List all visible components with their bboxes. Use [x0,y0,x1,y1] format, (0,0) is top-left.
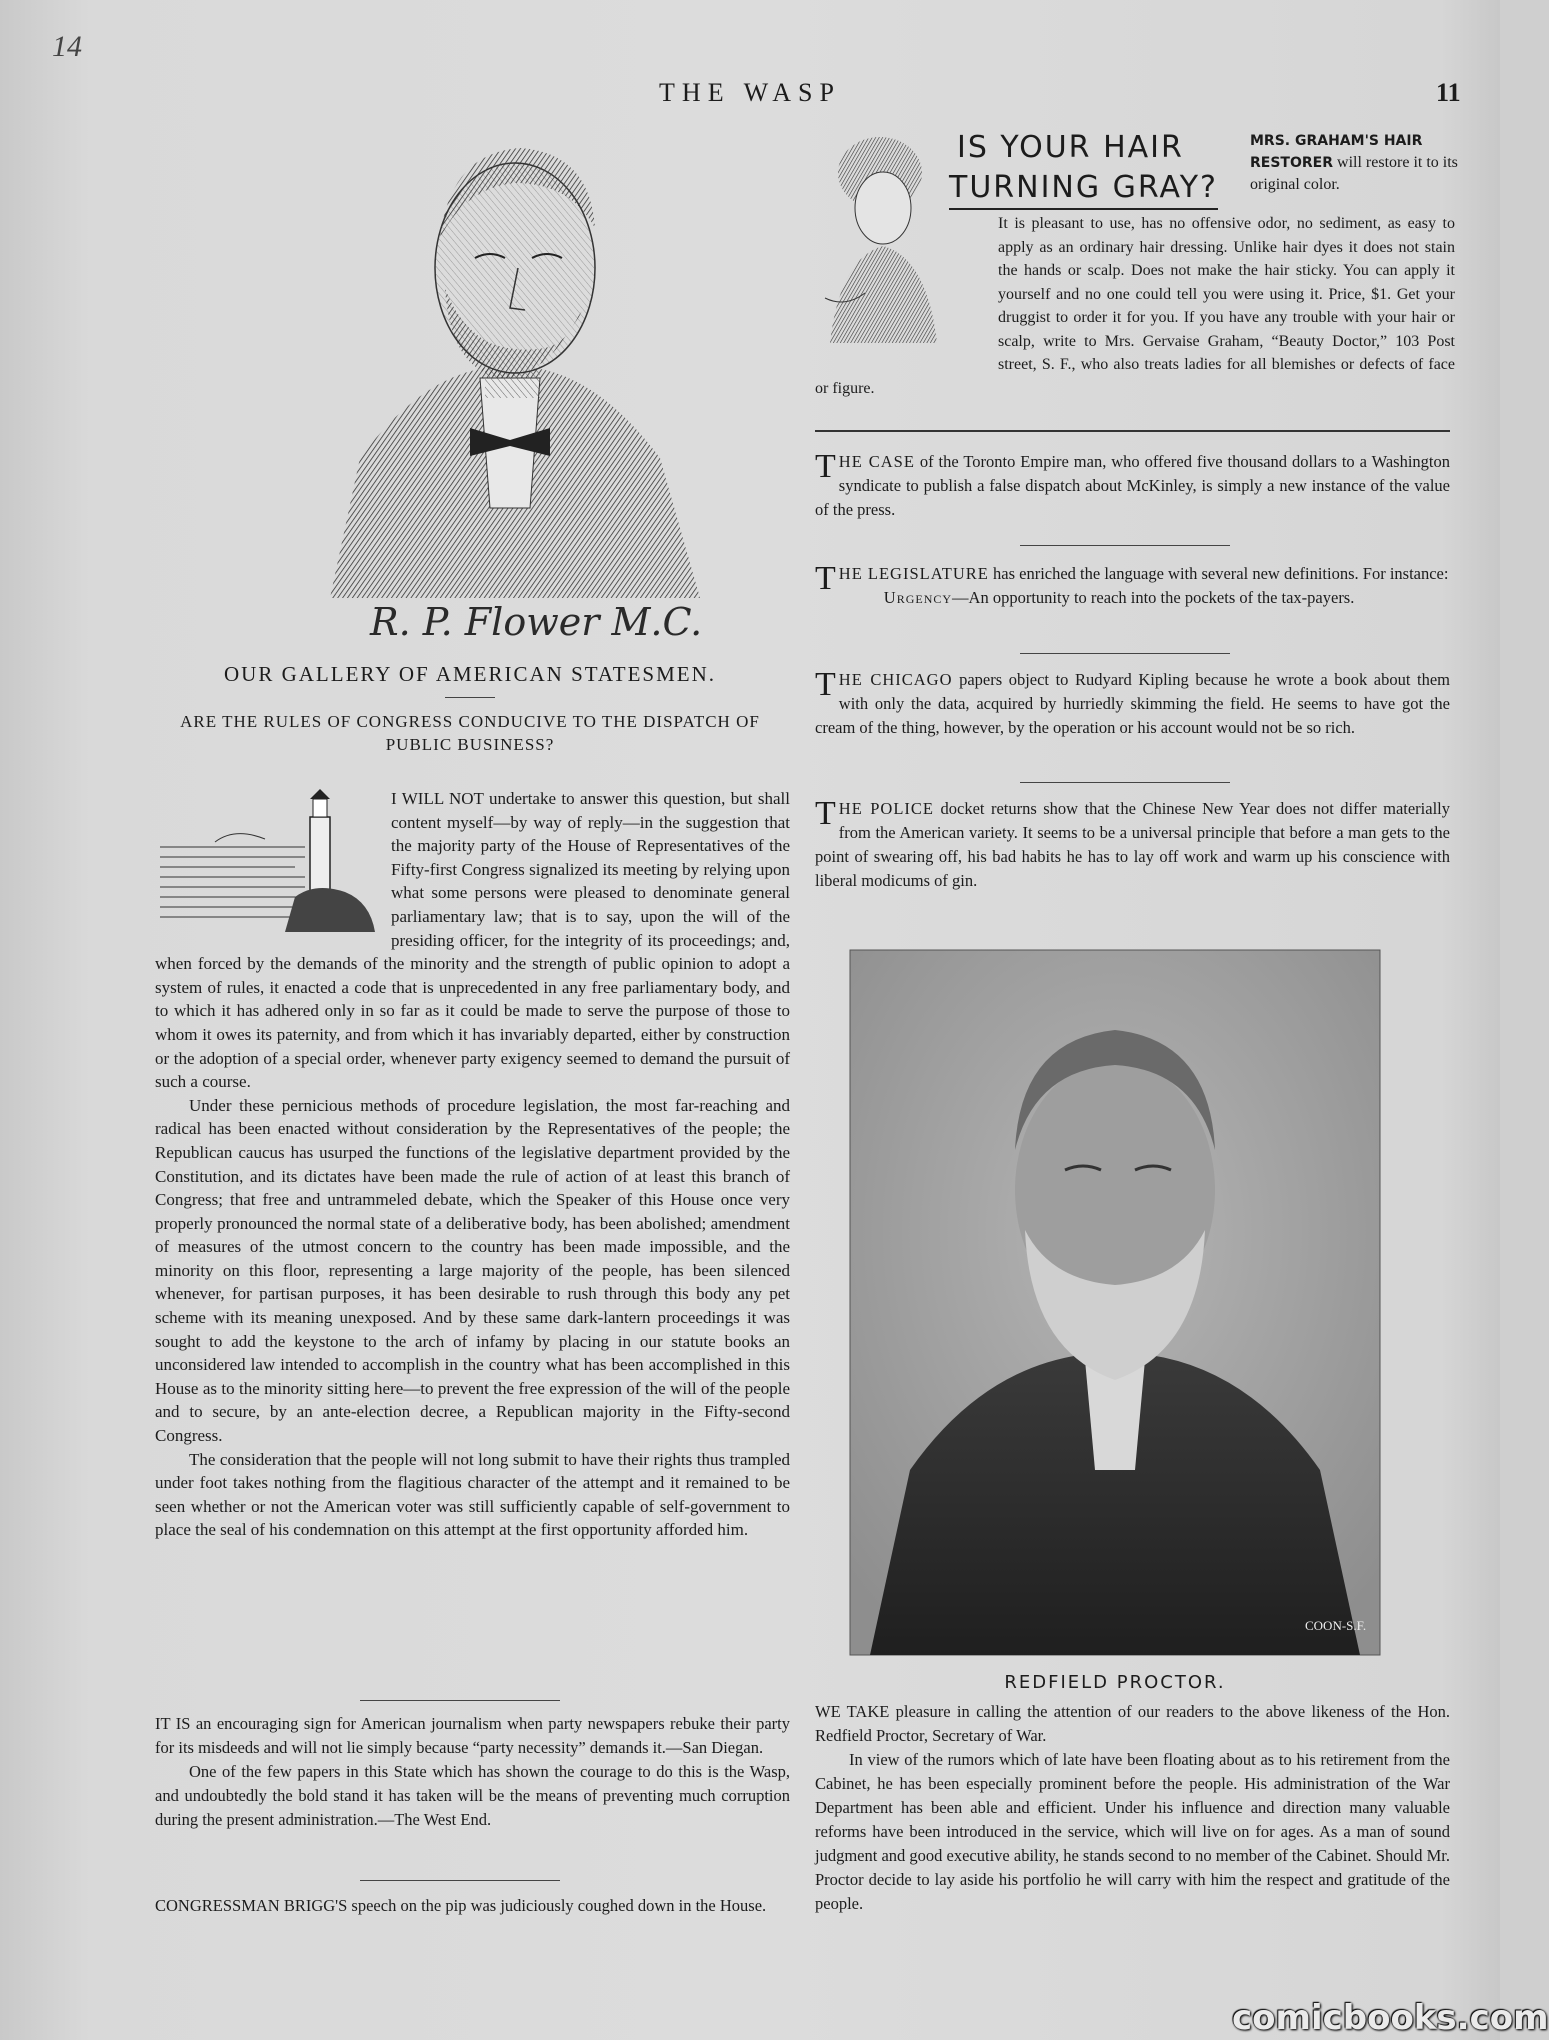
gallery-para-2: Under these pernicious methods of procedure legislation, the most far-reaching and radical has been enacted without consideration by the Representatives of the people; the Republican caucus has usurped the functions of the legislative department provided by the Constitution, and its dictates have been made the rule of action of at least this branch of Congress; that free and untrammeled debate, which the Speaker of this House once very properly pronounced the normal state of a deliberative body, has been abolished; amendment of measures of the utmost concern to the country has been made impossible, and the minority on this floor, representing a large majority of the people, has been silenced whenever, for partisan purposes, it has been desirable to rush through this body any pet scheme with its meaning unexposed. And by these same dark-lantern proceedings it was sought to add the keystone to the arch of infamy by placing in our statute books an unconsidered law intended to accomplish in the country what has been accomplished in this House as to the minority sitting here—to prevent the free expression of the will of the people and to secure, by an ante-election decree, a Republican majority in the Fifty-second Congress. [155,1095,790,1446]
ad-bottom-rule [815,430,1450,432]
news-item-legislature: THE LEGISLATURE has enriched the language with several new definitions. For instance: Urgency—An opportunity to reach into the pockets of the tax-payers. [815,560,1449,607]
divider-rule [360,1880,560,1881]
divider-rule [1020,782,1230,783]
proctor-para-2: In view of the rumors which of late have been floating about as to his retirement from the Cabinet, he has been especially prominent before the people. His administration of the War Department has been able and efficient. Under his influence and direction many valuable reforms have been introduced in the service, which will live on for ages. As a man of sound judgment and good executive ability, he stands second to no member of the Cabinet. Should Mr. Proctor decide to lay aside his portfolio he will carry with him the respect and gratitude of the people. [815,1750,1450,1913]
proctor-para-1: WE TAKE pleasure in calling the attention of our readers to the above likeness of the Hon. Redfield Proctor, Secretary of War. [815,1702,1450,1745]
news-item-chicago: THE CHICAGO papers object to Rudyard Kipling because he wrote a book about them with only the data, acquired by hurriedly skimming the field. He seems to have got the cream of the thing, however, by the operation or his account would not be so rich. [815,666,1450,737]
flower-portrait-engraving [300,128,720,598]
divider-rule [1020,545,1230,546]
ad-headline [949,128,1218,210]
divider-rule [1020,653,1230,654]
brigg-item: CONGRESSMAN BRIGG'S speech on the pip was judiciously coughed down in the House. [155,1896,767,1915]
photo-credit: COON-S.F. [1305,1618,1367,1633]
journalism-para-1: IT IS an encouraging sign for American journalism when party newspapers rebuke their party for its misdeeds and will not lie simply because “party necessity” demands it.—San Diegan. [155,1714,790,1757]
gallery-subtitle: ARE THE RULES OF CONGRESS CONDUCIVE TO THE DISPATCH OF PUBLIC BUSINESS? [180,712,760,754]
ad-brand: MRS. GRAHAM'S HAIR RESTORER [1250,133,1423,171]
portrait-signature: R. P. Flower M.C. [370,600,703,644]
title-divider [445,697,495,698]
masthead: THE WASP [659,78,841,107]
news-item-police: THE POLICE docket returns show that the Chinese New Year does not differ materially from the American variety. It seems to be a universal principle that before a man gets to the point of swearing off, his bad habits he has to lay off work and warm up his conscience with liberal modicums of gin. [815,795,1450,890]
site-watermark: comicbooks.com [1232,1998,1549,2038]
gallery-para-1: I WILL NOT undertake to answer this question, but shall content myself—by way of reply—in the suggestion that the majority party of the House of Representatives of the Fifty-first Congress signalized its meeting by relying upon what some persons were pleased to denominate general parliamentary law; that is to say, upon the will of the presiding officer, for the integrity of its proceedings; and, when forced by the demands of the minority and the strength of public opinion to adopt a system of rules, it enacted a code that is unprecedented in any free parliamentary body, and to which it has adhered only in so far as it could be made to serve the purpose of those to whom it owes its paternity, and from which it has invariably departed, either by construction or the adoption of a special order, whenever party exigency seemed to demand the pursuit of such a course. [155,789,790,1092]
page-number: 11 [1436,78,1461,107]
ad-headline-line-1: IS YOUR HAIR [957,130,1184,165]
ad-headline-line-2: TURNING GRAY? [949,168,1218,210]
ad-body-text: It is pleasant to use, has no offensive odor, no sediment, as easy to apply as an ordinary hair dressing. Unlike hair dyes it does not stain the hands or scalp. Does not make the hair sticky. You can apply it yourself and no one could tell you were using it. Price, $1. Get your druggist to order it for you. If you have any trouble with your hair or scalp, write to Mrs. Gervaise Graham, “Beauty Doctor,” 103 Post street, S. F., who also treats ladies for all blemishes or defects of face or figure. [815,215,1455,397]
lighthouse-vignette [155,787,383,937]
news-item-case: THE CASE of the Toronto Empire man, who offered five thousand dollars to a Washington syndicate to publish a false dispatch about McKinley, is simply a new instance of the value of the press. [815,448,1451,519]
gallery-article [155,787,790,1542]
proctor-article [815,1700,1450,1916]
gallery-title: OUR GALLERY OF AMERICAN STATESMEN. [224,662,716,686]
ad-side-text [1250,130,1460,195]
proctor-photograph [850,950,1380,1655]
journalism-item [155,1712,790,1832]
proctor-caption: REDFIELD PROCTOR. [1004,1672,1226,1693]
journalism-para-2: One of the few papers in this State which has shown the courage to do this is the Wasp, and undoubtedly the bold stand it has taken will be the means of preventing much corruption during the present administration.—The West End. [155,1762,790,1829]
ad-brand-claim: will restore it to its original color. [1250,154,1458,193]
ad-body [815,212,1455,400]
handwritten-page-mark: 14 [52,30,82,63]
divider-rule [360,1700,560,1701]
gallery-para-3: The consideration that the people will not long submit to have their rights thus trampled under foot takes nothing from the flagitious character of the attempt and it remained to be seen whether or not the American voter was still sufficiently capable of self-government to place the seal of his condemnation on this attempt at the first opportunity afforded him. [155,1449,790,1540]
